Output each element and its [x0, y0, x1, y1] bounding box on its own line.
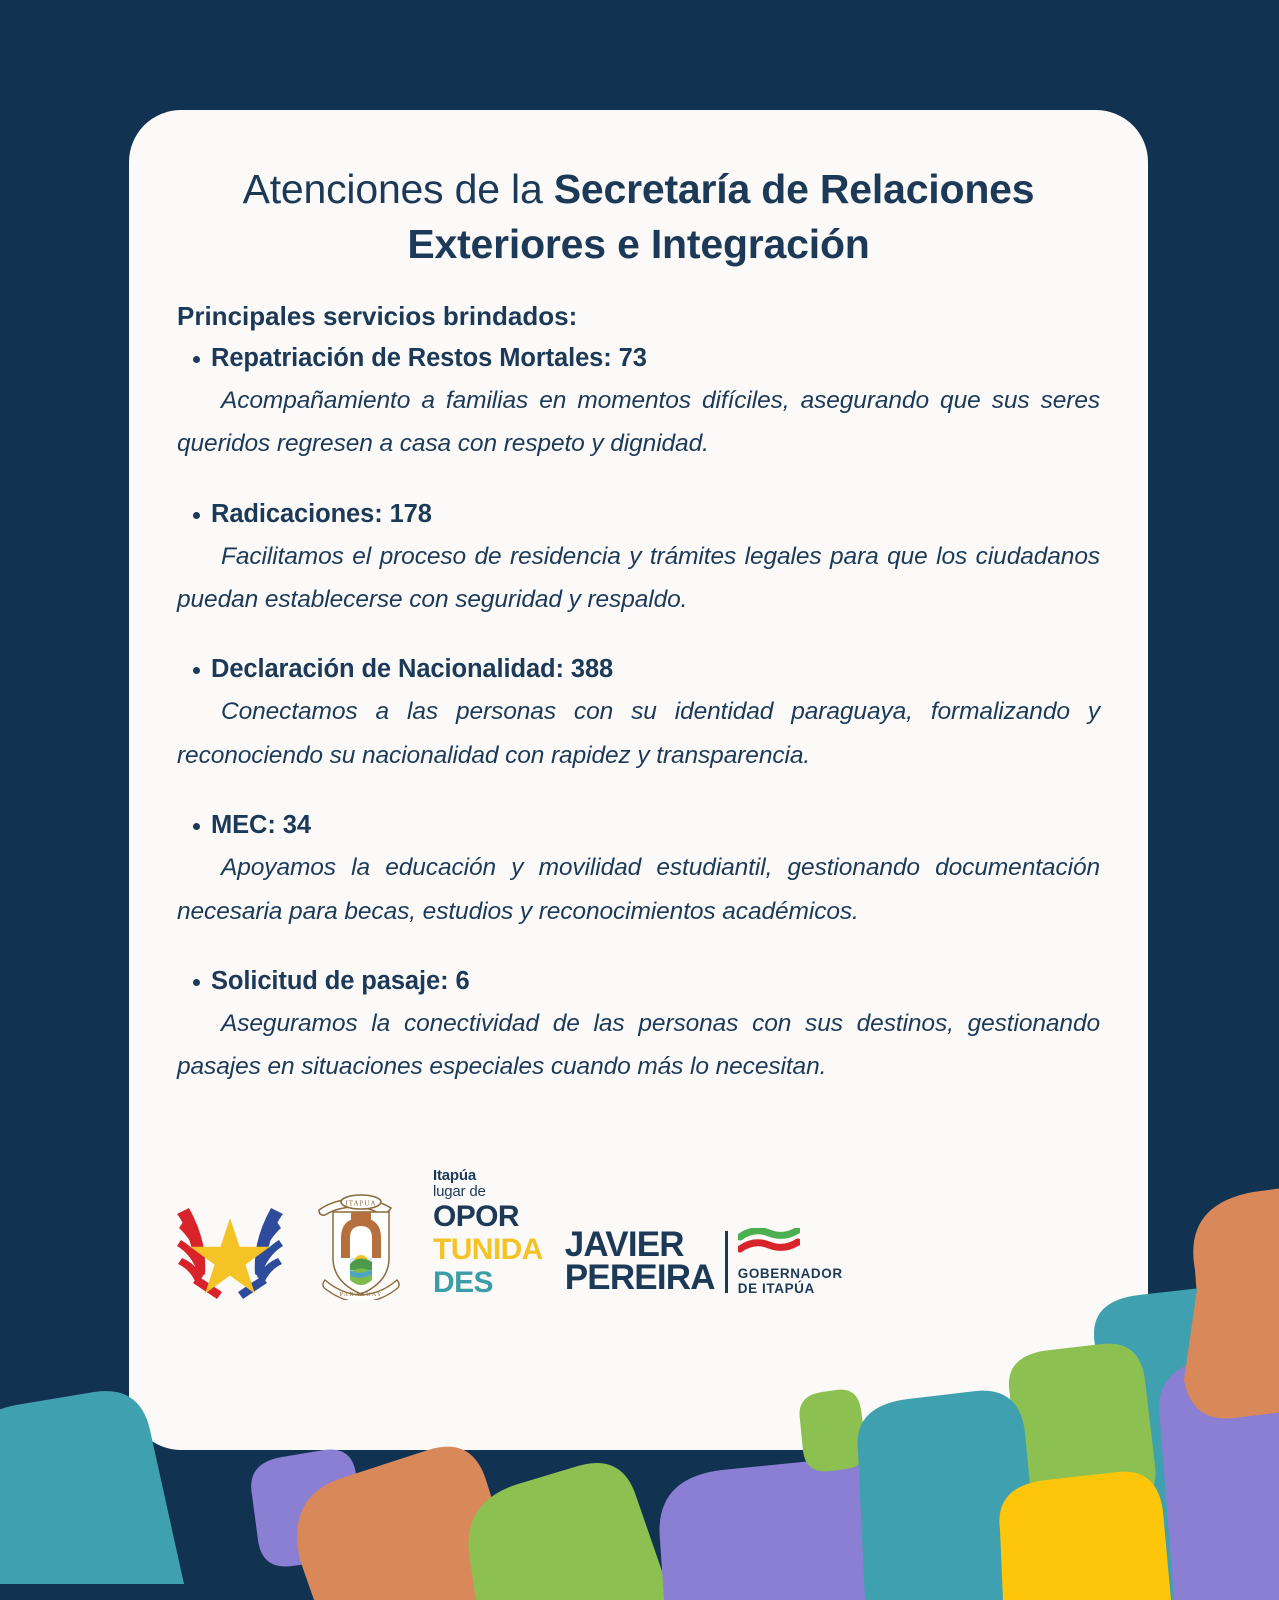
service-item	[177, 967, 1100, 1089]
service-item	[177, 655, 1100, 777]
service-label-text: Repatriación de Restos Mortales: 73	[211, 344, 647, 373]
bullet-icon	[193, 667, 200, 674]
pebble-purple-wide	[660, 1447, 1016, 1600]
pebble-purple-right	[1159, 1344, 1279, 1600]
service-item	[177, 500, 1100, 622]
itapua-brand-line2: lugar de	[433, 1183, 486, 1200]
governor-wordmark	[564, 1225, 843, 1300]
itapua-brand-word2: TUNIDA	[433, 1233, 543, 1266]
service-label	[177, 655, 1100, 684]
page-title	[177, 162, 1100, 271]
pebble-yellow-big	[999, 1472, 1171, 1600]
service-label	[177, 344, 1100, 373]
service-label	[177, 500, 1100, 529]
service-description: Acompañamiento a familias en momentos difíciles, asegurando que sus seres queridos regresen a casa con respeto y dignidad.	[177, 387, 1100, 458]
governor-name	[564, 1225, 715, 1297]
services-lead: Principales servicios brindados:	[177, 301, 578, 332]
svg-text:ITAPUA: ITAPUA	[345, 1199, 377, 1208]
divider	[725, 1231, 728, 1293]
pebble-green-1	[469, 1463, 672, 1600]
title-light-part: Atenciones de la	[242, 166, 554, 212]
pebble-orange-right-top	[1184, 1196, 1279, 1419]
service-description: Conectamos a las personas con su identidad paraguaya, formalizando y reconociendo su nacionalidad con rapidez y transparencia.	[177, 698, 1100, 769]
bullet-icon	[193, 512, 200, 519]
service-item	[177, 811, 1100, 933]
service-label	[177, 811, 1100, 840]
governor-last-name: PEREIRA	[564, 1257, 715, 1297]
pebble-purple-small	[251, 1450, 364, 1567]
service-label	[177, 967, 1100, 996]
governor-role-block	[738, 1228, 843, 1296]
service-label-text: Solicitud de pasaje: 6	[211, 966, 470, 995]
itapua-oportunidades-wordmark	[433, 1168, 543, 1300]
governor-role-line2: DE ITAPÚA	[737, 1280, 815, 1296]
pebble-orange-right	[1193, 1180, 1279, 1454]
svg-text:PARAGUAY: PARAGUAY	[339, 1291, 383, 1298]
governor-first-name: JAVIER	[564, 1225, 684, 1265]
spacer	[177, 627, 1100, 655]
service-item	[177, 344, 1100, 466]
itapua-brand-word3: DES	[433, 1266, 493, 1299]
service-label-text: Declaración de Nacionalidad: 388	[211, 655, 614, 684]
paraguay-flag-waves-icon	[738, 1228, 843, 1259]
service-description: Aseguramos la conectividad de las personas con sus destinos, gestionando pasajes en situaciones especiales cuando más lo necesitan.	[177, 1009, 1100, 1081]
spacer	[177, 939, 1100, 967]
paraguay-coat-of-arms-icon	[171, 1192, 289, 1300]
logo-strip	[171, 1167, 851, 1300]
title-bold-part: Secretaría de Relaciones Exteriores e Integración	[407, 166, 1035, 267]
card-content	[129, 110, 1148, 1095]
pebble-teal-2	[1139, 1359, 1279, 1600]
bullet-icon	[193, 356, 200, 363]
service-label-text: Radicaciones: 178	[211, 499, 432, 528]
governor-role-line1: GOBERNADOR	[737, 1265, 843, 1281]
bullet-icon	[193, 979, 200, 986]
service-description: Apoyamos la educación y movilidad estudiantil, gestionando documentación necesaria para becas, estudios y reconocimientos académicos.	[177, 854, 1100, 925]
itapua-brand-line1: Itapúa	[433, 1167, 476, 1184]
itapua-coat-of-arms-icon	[311, 1188, 411, 1300]
spacer	[177, 472, 1100, 500]
pebble-orange-1	[297, 1447, 524, 1600]
services-section	[177, 301, 1100, 1089]
service-label-text: MEC: 34	[211, 811, 311, 840]
service-description: Facilitamos el proceso de residencia y trámites legales para que los ciudadanos puedan establecerse con seguridad y respaldo.	[177, 542, 1100, 614]
bullet-icon	[193, 823, 200, 830]
pebble-yellow-small	[1005, 1466, 1085, 1582]
itapua-brand-word1: OPOR	[433, 1200, 519, 1233]
spacer	[177, 783, 1100, 811]
